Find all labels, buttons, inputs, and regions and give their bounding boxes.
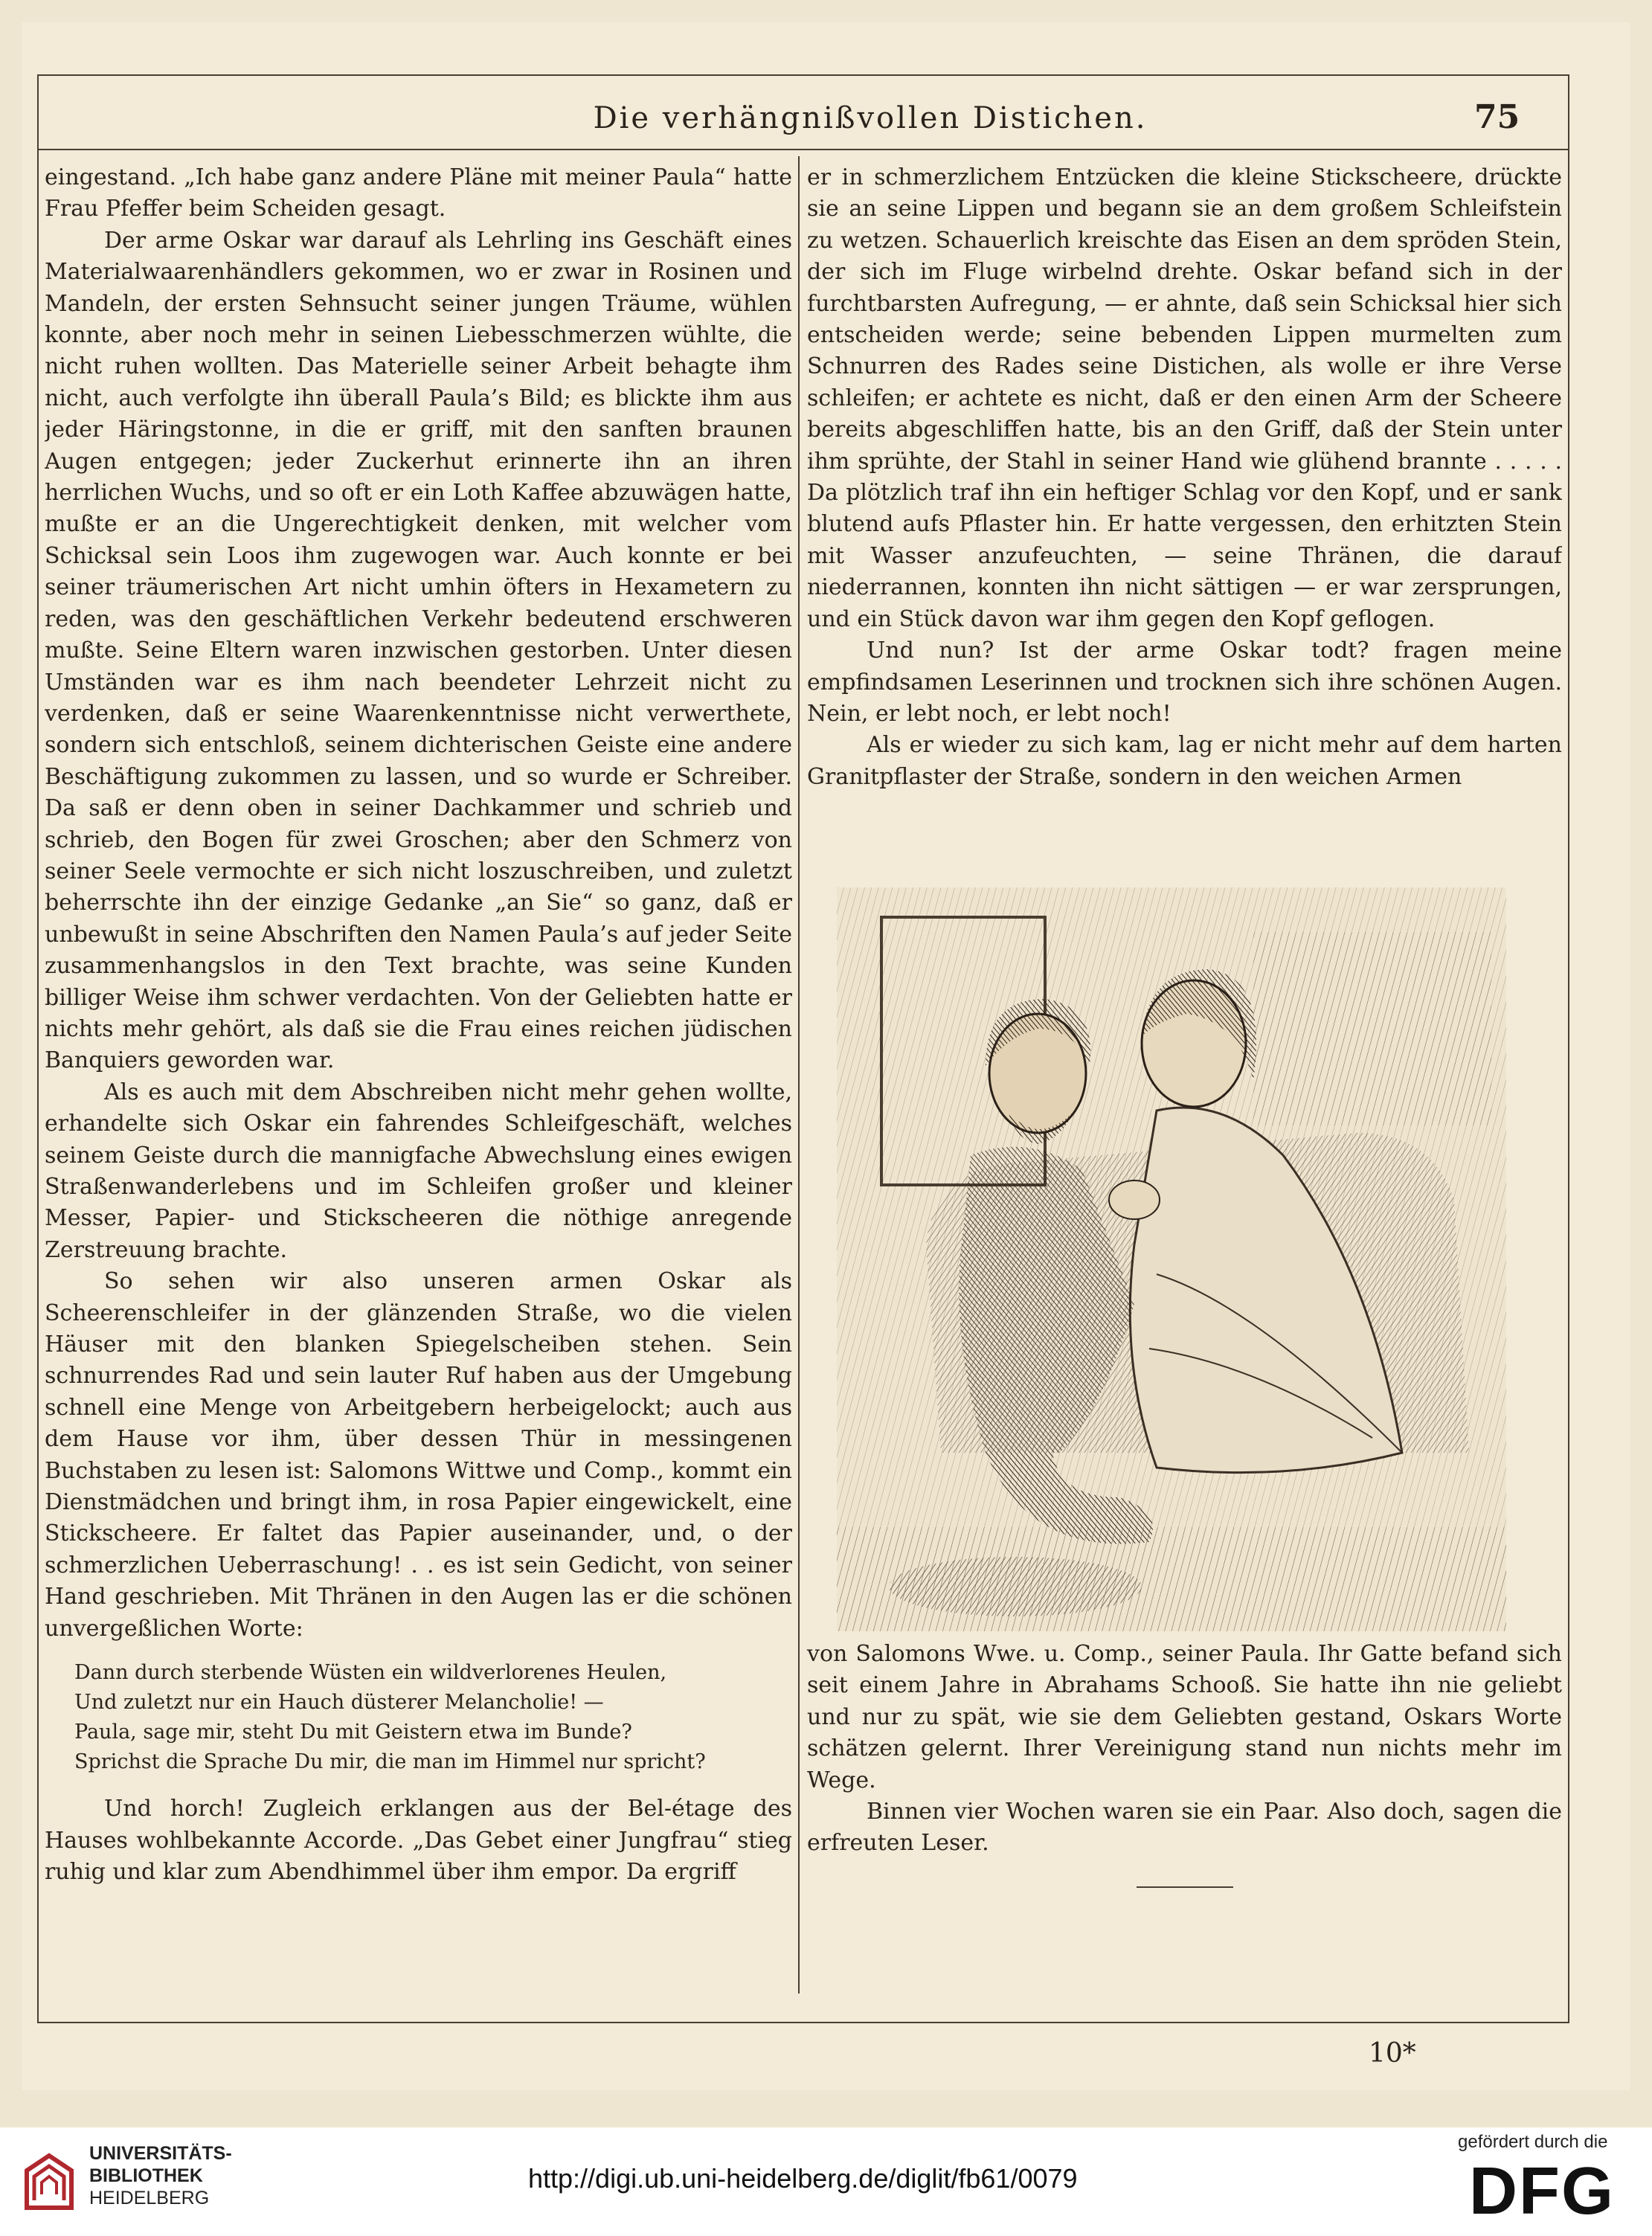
- permalink-url[interactable]: http://digi.ub.uni-heidelberg.de/diglit/fb61/0079: [528, 2163, 1078, 2194]
- funding-note: gefördert durch die: [1458, 2132, 1608, 2152]
- paragraph: Als er wieder zu sich kam, lag er nicht mehr auf dem harten Granitpflaster der Straße, sondern in den weichen Armen: [807, 732, 1562, 790]
- column-divider: [798, 156, 800, 1994]
- paragraph: Und nun? Ist der arme Oskar todt? fragen meine empfindsamen Leserinnen und trocknen sich ihre schönen Augen. Nein, er lebt noch, er lebt noch!: [807, 637, 1562, 727]
- library-logo-icon: [19, 2148, 79, 2215]
- couple-engraving-image: [837, 887, 1506, 1631]
- paragraph: Und horch! Zugleich erklangen aus der Bel-étage des Hauses wohlbekannte Accorde. „Das Gebet einer Jungfrau“ stieg ruhig und klar zum Abendhimmel über ihm empor. Da ergriff: [45, 1796, 792, 1885]
- verse-line: Sprichst die Sprache Du mir, die man im Himmel nur spricht?: [74, 1750, 706, 1774]
- verse-line: Und zuletzt nur ein Hauch düsterer Melancholie! —: [74, 1691, 604, 1715]
- paragraph: er in schmerzlichem Entzücken die kleine Stickscheere, drückte sie an seine Lippen und begann sie an dem großem Schleifstein zu wetzen. Schauerlich kreischte das Eisen an dem spröden Stein, der sich im Fluge wirbelnd drehte. Oskar befand sich in der furchtbarsten Aufregung, — er ahnte, daß sein Schicksal hier sich entscheiden werde; seine bebenden Lippen murmelten zum Schnurren des Rades seine Distichen, als wolle er ihre Verse schleifen; er achtete es nicht, daß er den einen Arm der Scheere bereits abgeschliffen hatte, bis an den Griff, daß der Stein unter ihm sprühte, der Stahl in seiner Hand wie glühend brannte . . . . . Da plötzlich traf ihn ein heftiger Schlag vor den Kopf, und er sank blutend aufs Pflaster hin. Er hatte vergessen, den erhitzten Stein mit Wasser anzufeuchten, — seine Thränen, die darauf niederrannen, konnten ihn nicht sättigen — er war zersprungen, und ein Stück davon war ihm gegen den Kopf geflogen.: [807, 164, 1562, 632]
- header-rule: [37, 149, 1569, 150]
- right-column-bottom-text: [807, 1639, 1562, 1888]
- end-rule: [1137, 1886, 1233, 1888]
- left-column: [45, 162, 792, 1992]
- verse-line: Dann durch sterbende Wüsten ein wildverlorenes Heulen,: [74, 1661, 667, 1685]
- paragraph: Binnen vier Wochen waren sie ein Paar. Also doch, sagen die erfreuten Leser.: [807, 1799, 1562, 1857]
- library-name-line: HEIDELBERG: [89, 2188, 210, 2208]
- paragraph: So sehen wir also unseren armen Oskar als Scheerenschleifer in der glänzenden Straße, wo die vielen Häuser mit den blanken Spiegelscheiben stehen. Sein schnurrendes Rad und sein lauter Ruf haben aus der Umgebung schnell eine Menge von Arbeitgebern herbeigelockt; auch aus dem Hause vor ihm, über dessen Thür in messingenen Buchstaben zu lesen ist: Salomons Wittwe und Comp., kommt ein Dienstmädchen und bringt ihm, in rosa Papier eingewickelt, eine Stickscheere. Er faltet das Papier auseinander, und, o der schmerzlichen Ueberraschung! . . es ist sein Gedicht, von seiner Hand geschrieben. Mit Thränen in den Augen las er die schönen unvergeßlichen Worte:: [45, 1268, 792, 1642]
- distichon-verses: [74, 1658, 792, 1777]
- paragraph: eingestand. „Ich habe ganz andere Pläne mit meiner Paula“ hatte Frau Pfeffer beim Scheiden gesagt.: [45, 164, 792, 222]
- paragraph: von Salomons Wwe. u. Comp., seiner Paula. Ihr Gatte befand sich seit einem Jahre in Abrahams Schooß. Sie hatte ihn nie geliebt und nur zu spät, wie sie dem Geliebten gestand, Oskars Worte schätzen gelernt. Ihrer Vereinigung stand nun nichts mehr im Wege.: [807, 1641, 1562, 1793]
- page-number: 75: [1474, 98, 1520, 136]
- paragraph: Der arme Oskar war darauf als Lehrling ins Geschäft eines Materialwaarenhändlers gekommen, wo er zwar in Rosinen und Mandeln, der ersten Sehnsucht seiner jungen Träume, wühlen konnte, aber noch mehr in seinen Liebesschmerzen wühlte, die nicht ruhen wollten. Das Materielle seiner Arbeit behagte ihm nicht, auch verfolgte ihn überall Paula’s Bild; es blickte ihm aus jeder Häringstonne, in die er griff, mit den sanften braunen Augen entgegen; jeder Zuckerhut erinnerte ihn an ihren herrlichen Wuchs, und so oft er ein Loth Kaffee abzuwägen hatte, mußte er an die Ungerechtigkeit denken, mit welcher vom Schicksal sein Loos ihm zugewogen war. Auch konnte er bei seiner träumerischen Art nicht umhin öfters in Hexametern zu reden, was den geschäftlichen Verkehr bedeutend erschweren mußte. Seine Eltern waren inzwischen gestorben. Unter diesen Umständen war es ihm nach beendeter Lehrzeit nicht zu verdenken, daß er seine Waarenkenntnisse nicht verwerthete, sondern sich entschloß, seinem dichterischen Geiste eine andere Beschäftigung zukommen zu lassen, und so wurde er Schreiber. Da saß er denn oben in seiner Dachkammer und schrieb und schrieb, den Bogen für zwei Groschen; aber den Schmerz von seiner Seele vermochte er sich nicht loszuschreiben, und zuletzt beherrschte ihn der einzige Gedanke „an Sie“ so ganz, daß er unbewußt in seine Abschriften den Namen Paula’s auf jeder Seite zusammenhangslos in den Text brachte, was seine Kunden billiger Weise ihm schwer verdachten. Von der Geliebten hatte er nichts mehr gehört, als daß sie die Frau eines reichen jüdischen Banquiers geworden war.: [45, 227, 792, 1074]
- signature-mark: 10*: [1369, 2038, 1416, 2069]
- verse-line: Paula, sage mir, steht Du mit Geistern etwa im Bunde?: [74, 1721, 632, 1744]
- dfg-logo: DFG: [1469, 2154, 1615, 2229]
- paragraph: Als es auch mit dem Abschreiben nicht mehr gehen wollte, erhandelte sich Oskar ein fahrendes Schleifgeschäft, welches seinem Geiste durch die mannigfache Abwechslung eines ewigen Straßenwanderlebens und im Schleifen großer und kleiner Messer, Papier- und Stickscheeren die nöthige anregende Zerstreuung brachte.: [45, 1079, 792, 1263]
- library-name: [89, 2142, 232, 2209]
- library-name-line: UNIVERSITÄTS-: [89, 2143, 232, 2164]
- running-title: Die verhängnißvollen Distichen.: [593, 101, 1148, 135]
- right-column: [807, 162, 1562, 1888]
- right-column-top-text: [807, 162, 1562, 880]
- engraving-illustration: [837, 887, 1506, 1631]
- library-name-line: BIBLIOTHEK: [89, 2165, 203, 2186]
